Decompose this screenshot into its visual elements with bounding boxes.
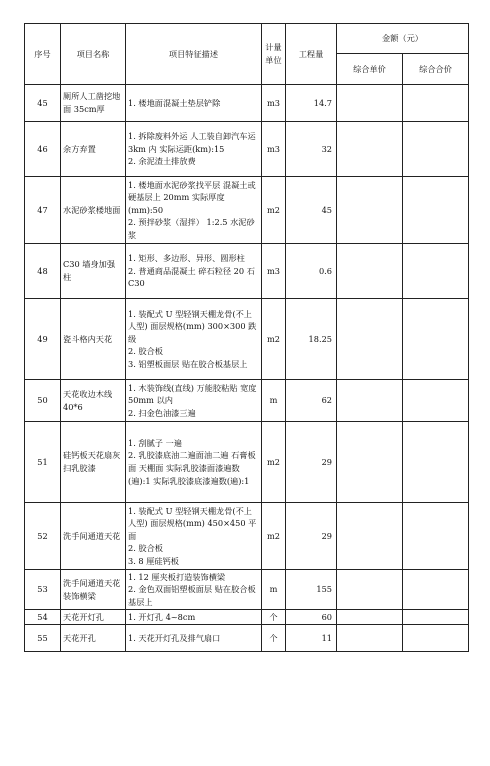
row-unit-price (337, 244, 403, 299)
table-row (25, 380, 469, 422)
description-line: 2. 金色双面铝塑板面层 贴在胶合板基层上 (128, 584, 256, 607)
row-description (126, 85, 262, 122)
row-total-price (403, 503, 469, 570)
description-line: 1. 木装饰线(直线) 万能胶粘贴 宽度 50mm 以内 (128, 382, 257, 406)
description-line: 1. 楼地面水泥砂浆找平层 混凝土或硬基层上 20mm 实际厚度(mm):50 (128, 179, 256, 215)
row-unit: 个 (262, 610, 286, 625)
row-quantity: 29 (286, 503, 337, 570)
description-line: 1. 12 厘夹板打造装饰横梁 (128, 571, 226, 582)
description-line: 2. 预拌砂浆（湿拌） 1:2.5 水泥砂浆 (128, 217, 255, 240)
row-total-price (403, 380, 469, 422)
row-total-price (403, 422, 469, 503)
row-description (126, 625, 262, 652)
row-number: 45 (25, 85, 61, 122)
header-row (25, 24, 469, 54)
row-item-name: C30 墙身加强柱 (61, 244, 126, 299)
row-quantity: 18.25 (286, 299, 337, 380)
row-item-name: 水泥砂浆楼地面 (61, 177, 126, 244)
table-row (25, 122, 469, 177)
row-number: 46 (25, 122, 61, 177)
row-item-name: 天花开孔 (61, 625, 126, 652)
row-unit-price (337, 122, 403, 177)
description-line: 1. 楼地面混凝土垫层铲除 (128, 97, 221, 108)
row-unit: m3 (262, 85, 286, 122)
row-item-name: 余方弃置 (61, 122, 126, 177)
row-total-price (403, 177, 469, 244)
row-quantity: 14.7 (286, 85, 337, 122)
row-unit-price (337, 177, 403, 244)
description-line: 1. 矩形、多边形、异形、圆形柱 (128, 253, 245, 264)
row-quantity: 0.6 (286, 244, 337, 299)
row-item-name: 天花开灯孔 (61, 610, 126, 625)
row-unit: m2 (262, 422, 286, 503)
table-row (25, 85, 469, 122)
description-line: 2. 扫金色油漆三遍 (128, 407, 196, 418)
row-unit: m2 (262, 299, 286, 380)
row-quantity: 32 (286, 122, 337, 177)
row-unit: m2 (262, 177, 286, 244)
description-line: 1. 刮腻子 一遍 (128, 437, 182, 448)
row-unit: m2 (262, 503, 286, 570)
row-unit: m (262, 380, 286, 422)
row-unit-price (337, 610, 403, 625)
row-quantity: 45 (286, 177, 337, 244)
row-number: 50 (25, 380, 61, 422)
row-number: 48 (25, 244, 61, 299)
row-description (126, 380, 262, 422)
table-row (25, 299, 469, 380)
description-line: 1. 开灯孔 4~8cm (128, 611, 196, 622)
table-body (25, 85, 469, 652)
row-unit-price (337, 570, 403, 610)
row-item-name: 天花收边木线 40*6 (61, 380, 126, 422)
header-unit: 计量单位 (262, 24, 286, 85)
row-number: 49 (25, 299, 61, 380)
row-description (126, 570, 262, 610)
description-line: 2. 乳胶漆底油二遍面油二遍 石膏板面 天棚面 实际乳胶漆面漆遍数(遍):1 实际乳胶漆底漆遍数(遍):1 (128, 450, 256, 486)
description-line: 1. 天花开灯孔及排气扇口 (128, 632, 221, 643)
header-desc: 项目特征描述 (126, 24, 262, 85)
row-unit: m3 (262, 122, 286, 177)
row-item-name: 硅钙板天花扇灰扫乳胶漆 (61, 422, 126, 503)
row-number: 52 (25, 503, 61, 570)
row-description (126, 610, 262, 625)
header-unit-price: 综合单价 (337, 54, 403, 85)
bill-of-quantities-table (24, 23, 469, 652)
header-amount: 金额（元） (337, 24, 469, 54)
description-line: 2. 胶合板 (128, 543, 163, 554)
table-row (25, 422, 469, 503)
table-row (25, 570, 469, 610)
header-seq: 序号 (25, 24, 61, 85)
header-total-price: 综合合价 (403, 54, 469, 85)
row-description (126, 299, 262, 380)
row-number: 54 (25, 610, 61, 625)
row-total-price (403, 625, 469, 652)
row-quantity: 62 (286, 380, 337, 422)
row-unit: m3 (262, 244, 286, 299)
header-qty: 工程量 (286, 24, 337, 85)
description-line: 1. 装配式 U 型轻钢天棚龙骨(不上人型) 面层规格(mm) 450×450 平面 (128, 505, 257, 541)
table-row (25, 610, 469, 625)
description-line: 1. 拆除废料外运 人工装自卸汽车运 3km 内 实际运距(km):15 (128, 131, 256, 154)
row-description (126, 122, 262, 177)
row-item-name: 洗手间通道天花装饰横梁 (61, 570, 126, 610)
row-unit-price (337, 503, 403, 570)
row-total-price (403, 244, 469, 299)
row-total-price (403, 122, 469, 177)
row-number: 47 (25, 177, 61, 244)
row-item-name: 厕所人工凿挖地面 35cm厚 (61, 85, 126, 122)
table-row (25, 503, 469, 570)
row-description (126, 244, 262, 299)
description-line: 2. 胶合板 (128, 346, 163, 357)
description-line: 1. 装配式 U 型轻钢天棚龙骨(不上人型) 面层规格(mm) 300×300 跌级 (128, 308, 257, 344)
row-quantity: 11 (286, 625, 337, 652)
row-unit-price (337, 422, 403, 503)
row-quantity: 29 (286, 422, 337, 503)
row-description (126, 177, 262, 244)
row-unit: m (262, 570, 286, 610)
row-number: 53 (25, 570, 61, 610)
row-item-name: 洗手间通道天花 (61, 503, 126, 570)
row-number: 51 (25, 422, 61, 503)
row-unit-price (337, 85, 403, 122)
row-unit-price (337, 380, 403, 422)
row-total-price (403, 610, 469, 625)
header-name: 项目名称 (61, 24, 126, 85)
row-unit: 个 (262, 625, 286, 652)
row-unit-price (337, 299, 403, 380)
row-total-price (403, 299, 469, 380)
table-row (25, 244, 469, 299)
row-unit-price (337, 625, 403, 652)
row-total-price (403, 570, 469, 610)
row-number: 55 (25, 625, 61, 652)
description-line: 2. 余泥渣土排放费 (128, 156, 196, 167)
row-item-name: 瓷斗格内天花 (61, 299, 126, 380)
row-quantity: 60 (286, 610, 337, 625)
description-line: 2. 普通商品混凝土 碎石粒径 20 石 C30 (128, 265, 255, 289)
description-line: 3. 铝塑板面层 贴在胶合板基层上 (128, 358, 248, 369)
row-description (126, 503, 262, 570)
row-total-price (403, 85, 469, 122)
row-quantity: 155 (286, 570, 337, 610)
table-row (25, 177, 469, 244)
description-line: 3. 8 厘硅钙板 (128, 555, 179, 566)
table-row (25, 625, 469, 652)
row-description (126, 422, 262, 503)
